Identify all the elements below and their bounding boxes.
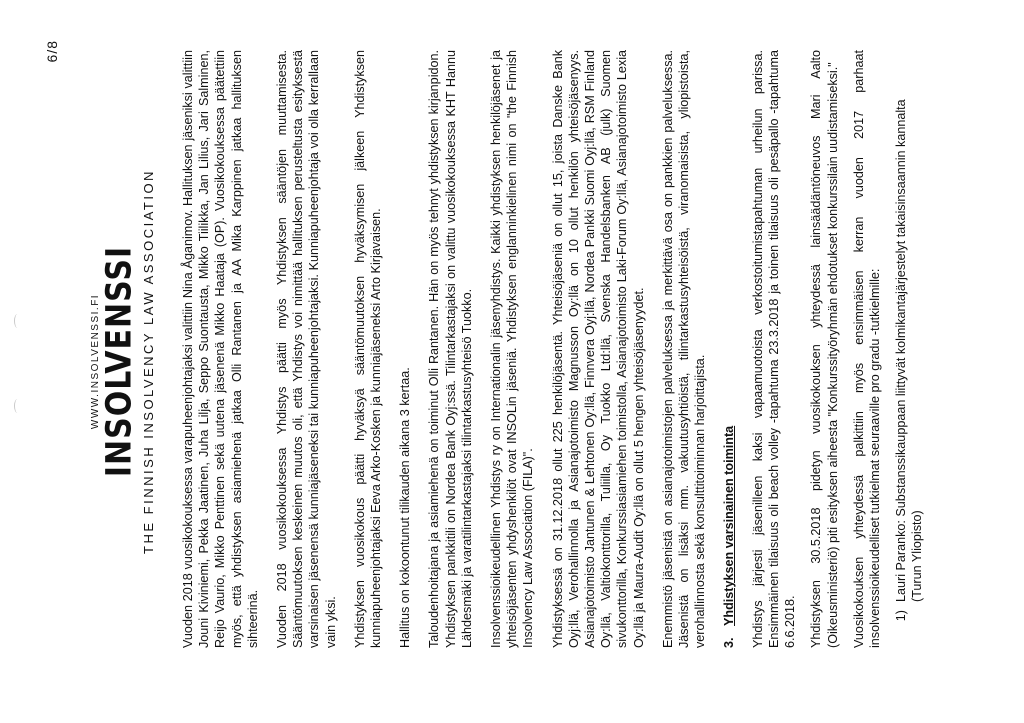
list-marker: 1)	[894, 610, 909, 622]
paragraph: Hallitus on kokoontunut tilikauden aikana 3 kertaa.	[398, 367, 413, 648]
section-number: 3.	[722, 637, 737, 648]
website-url: WWW.INSOLVENSSI.FI	[90, 293, 101, 430]
paragraph: Yhdistys järjesti jäsenilleen kaksi vapaamuotoista verkostoitumistapahtuman urheilun parissa. Ensimmäinen tilaisuus oli beach volley -tapahtuma 23.3.2018 ja toinen tilaisuus oli pesäpallo -tapahtuma 6.6.2018.	[750, 50, 798, 648]
letterhead	[90, 0, 156, 723]
paragraph: Insolvenssioikeudellinen Yhdistys ry on Internationalin jäsenyhdistys. Kaikki yhdistyksen henkilöjäsenet ja yhteisöjäsenten yhdyshenkilöt ovat INSOLin jäseniä. Yhdistyksen englanninkielinen nimi on "the Finnish Insolvency Law Association (FILA)".	[489, 50, 536, 648]
page-number: 6/8	[44, 40, 60, 63]
scan-artifact	[14, 314, 21, 328]
paragraph: Enemmistö jäsenistä on asianajotoimistojen palveluksessa ja merkittävä osa on pankkien palveluksessa. Jäsenistä on lisäksi mm. vakuutusyhtiöistä, tilintarkastusyhteisöistä, viranomaisista, yliopistoista, verohallinnosta sekä konsulttitoiminnan harjoittajista.	[660, 50, 708, 648]
paragraph: Vuoden 2018 vuosikokouksessa Yhdistys päätti myös Yhdistyksen sääntöjen muuttamisesta. Sääntömuutoksen keskeinen muutos oli, että Yhdistys voi nimittää hallituksen perusteltusta esityksestä varsinaisen jäsenensä kunniajäseneksi tai kunniapuheenjohtajaksi. Kunniapuheenjohtaja voi olla kerrallaan vain yksi.	[275, 50, 338, 648]
paragraph: Yhdistyksen vuosikokous päätti hyväksyä sääntömuutoksen hyväksymisen jälkeen Yhdistyksen kunniapuheenjohtajaksi Eeva Arko-Kosken ja kunniajäseneksi Arto Kirjavaisen.	[352, 50, 384, 648]
paragraph: Yhdistyksessä on 31.12.2018 ollut 225 henkilöjäsentä. Yhteisöjäseniä on ollut 15, joista Danske Bank Oyj:llä, Verohallinnolla ja Asianajotoimisto Magnusson Oy:llä on 10 ollut henkilön yhteisöjäsenyys. Asianajotoimisto Jantunen & Lehtonen Oy:llä, Finnvera Oyj:llä, Nordea Pankki Suomi Oyj:llä, RSM Finland Oy:llä, Valtiokonttorilla, Tuliilla, Oy Tuokko Ltd:llä, Svenska Handelsbanken AB (julk) Suomen sivukonttorilla, Konkurssiasiamiehen toimistolla, Asianajotoimisto Laki-Forum Oy:llä, Asianajotoimisto Lexia Oy:llä ja Maura-Audit Oy:llä on ollut 5 hengen yhteisöjäsenyydet.	[550, 50, 646, 648]
document-body	[180, 50, 926, 648]
paragraph: Vuosikokouksen yhteydessä palkittiin myös ensimmäisen kerran vuoden 2017 parhaat insolvenssioikeudelliset tutkielmat seuraaville pro gradu -tutkielmille:	[851, 50, 882, 648]
list-item	[893, 50, 925, 648]
paragraph: Yhdistyksen 30.5.2018 pidetyn vuosikokouksen yhteydessä lainsäädäntöneuvos Mari Aalto (Oikeusministeriö) piti esityksen aiheesta "Konkurssityöryhmän ehdotukset konkurssilain uudistamiseksi."	[809, 50, 840, 648]
list-item-text: Lauri Paranko: Substanssikauppaan liittyvät kolmikantajärjestelyt takaisinsaannin kannalta	[894, 99, 909, 602]
paragraph: Taloudenhoitajana ja asiamiehenä on toiminut Olli Rantanen. Hän on myös tehnyt yhdistyksen kirjanpidon. Yhdistyksen pankkitili on Nordea Bank Oyj:ssä. Tilintarkastajaksi on valittu vuosikokouksessa KHT Hannu Lähdesmäki ja varatilintarkastajaksi tilintarkastusyhteisö Tuokko.	[427, 50, 474, 648]
insolvenssi-logo: INSOLVENSSI	[99, 245, 140, 478]
scan-artifact	[14, 399, 21, 413]
list-item-affiliation: (Turun Yliopisto)	[910, 510, 925, 602]
section-heading	[721, 50, 737, 648]
association-name: THE FINNISH INSOLVENCY LAW ASSOCIATION	[141, 169, 156, 554]
section-title: Yhdistyksen varsinainen toiminta	[722, 425, 737, 626]
paragraph: Vuoden 2018 vuosikokouksessa varapuheenjohtajaksi valittiin Nina Åganimov. Hallituksen jäseniksi valittiin Jouni Kiviniemi, Pekka Jaatinen, Juha Lilja, Seppo Suontausta, Mikko Tiilikka, Jan Lilius, Jari Salminen, Reijo Vaurio, Mikko Penttinen sekä uutena jäsenenä Mikko Haataja (OP). Vuosikokouksessa päätettiin myös, että yhdistyksen asiamiehenä jatkaa Olli Rantanen ja AA Mika Karppinen jatkaa hallituksen sihteerinä.	[181, 50, 260, 648]
